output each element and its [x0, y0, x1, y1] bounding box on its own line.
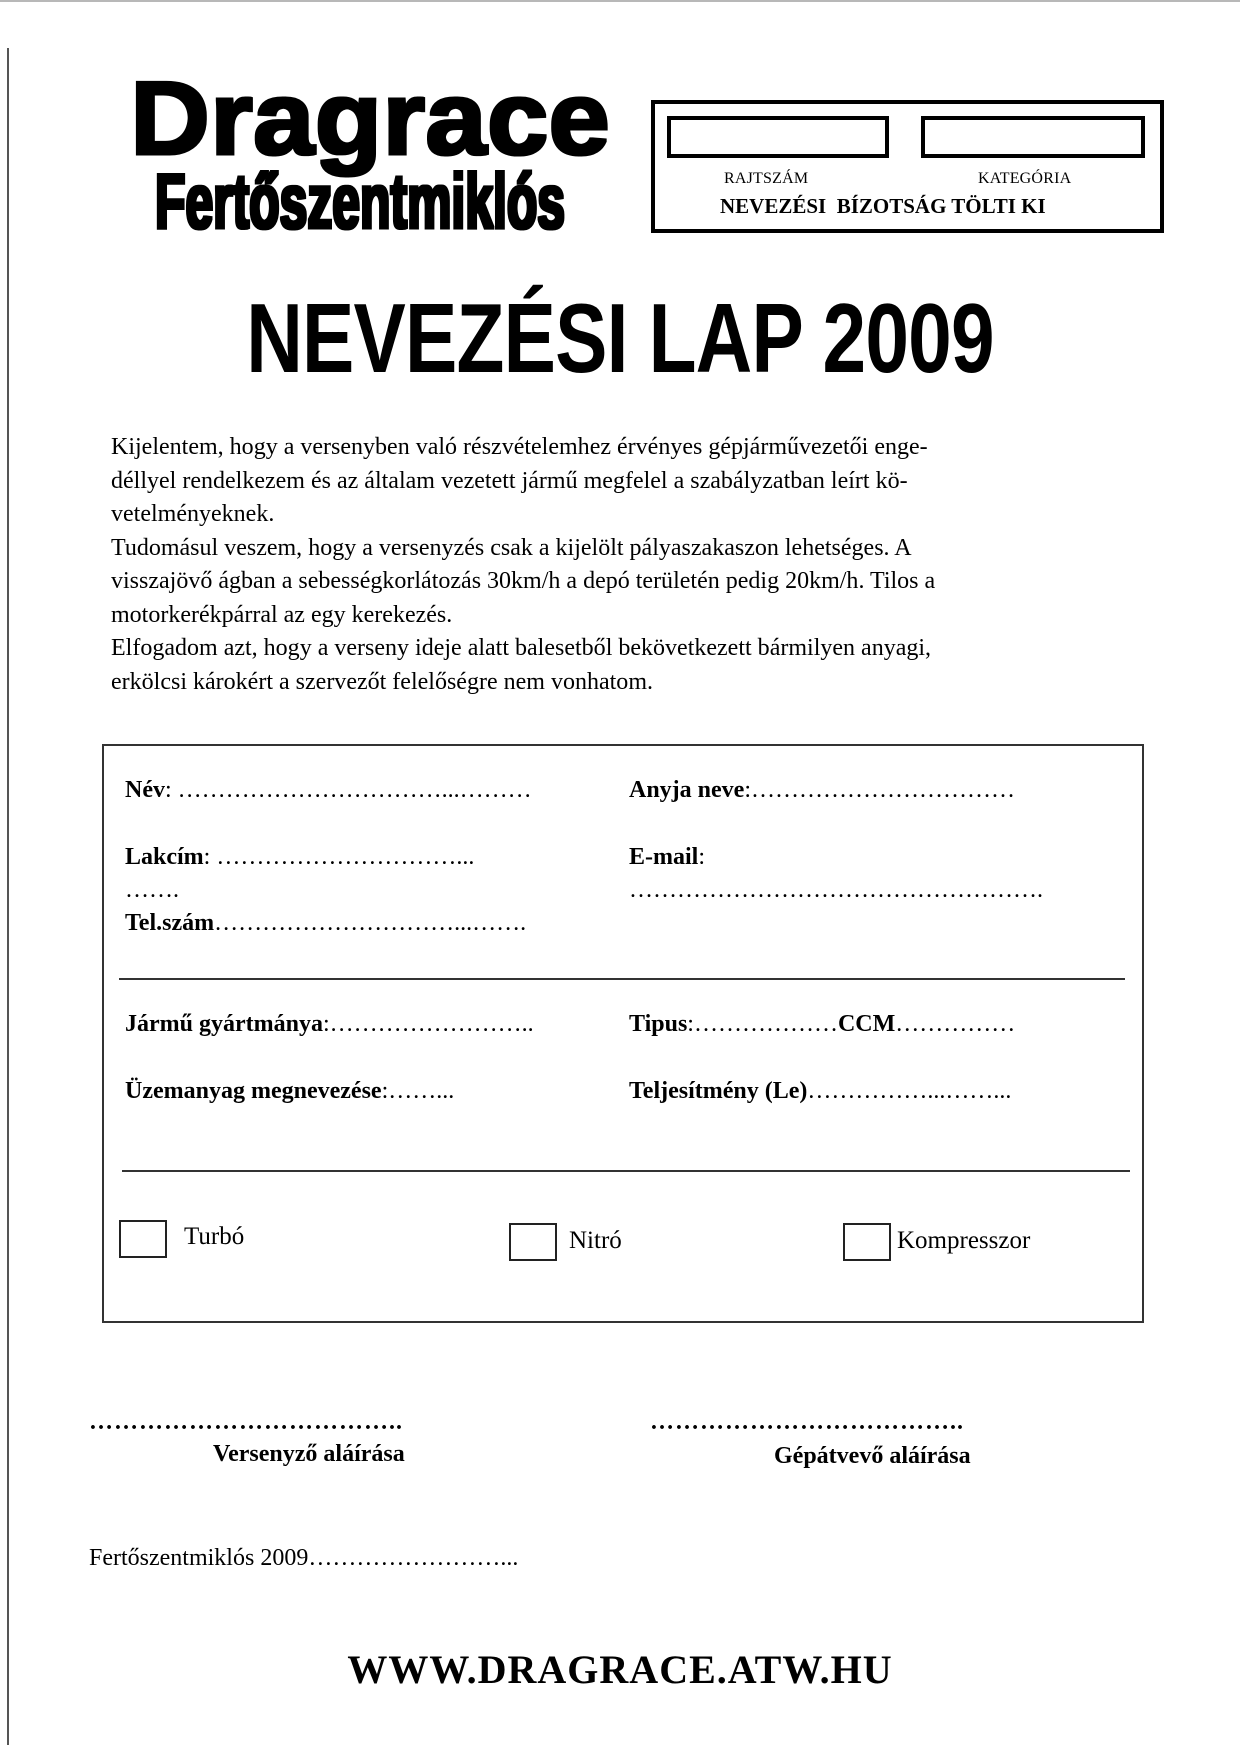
mother-name-field[interactable]	[629, 777, 1015, 804]
address-blank-continued[interactable]: …….	[125, 877, 179, 903]
nitro-label: Nitró	[569, 1227, 622, 1254]
place-date-field[interactable]: Fertőszentmiklós 2009……………………...	[89, 1545, 519, 1571]
email-colon: :	[698, 844, 705, 870]
declaration-line: erkölcsi károkért a szervezőt felelőségre nem vonhatom.	[111, 667, 654, 695]
official-use-note: NEVEZÉSI BÍZOTSÁG TÖLTI KI	[720, 194, 1046, 218]
declaration-line: motorkerékpárral az egy kerekezés.	[111, 600, 453, 628]
name-field[interactable]	[125, 777, 532, 804]
name-label: Név	[125, 777, 165, 803]
page-title: NEVEZÉSI LAP 2009	[246, 283, 994, 393]
email-blank[interactable]: …………………………………………….	[629, 877, 1043, 903]
inspector-signature-line[interactable]: ………………………………..	[650, 1409, 964, 1435]
category-label: KATEGÓRIA	[978, 170, 1072, 187]
ccm-blank: ……………	[895, 1011, 1016, 1037]
power-field[interactable]	[629, 1078, 1011, 1105]
mother-name-label: Anyja neve	[629, 777, 745, 803]
declaration-text	[111, 430, 1101, 698]
vehicle-make-field[interactable]	[125, 1011, 534, 1038]
phone-field[interactable]	[125, 910, 526, 937]
phone-label: Tel.szám	[125, 910, 215, 936]
competitor-signature-line[interactable]: ………………………………..	[89, 1409, 403, 1435]
inspector-signature-label: Gépátvevő aláírása	[774, 1443, 971, 1469]
fuel-label: Üzemanyag megnevezése	[125, 1078, 382, 1104]
dragrace-logo	[120, 72, 620, 242]
vehicle-make-label: Jármű gyártmánya	[125, 1011, 323, 1037]
logo-line1: Dragrace	[130, 72, 610, 177]
website-url: WWW.DRAGRACE.ATW.HU	[347, 1647, 893, 1692]
type-label: Tipus	[629, 1011, 688, 1037]
page-top-border	[0, 0, 1240, 2]
vehicle-make-blank: :……………………..	[322, 1011, 534, 1037]
start-number-field[interactable]	[667, 116, 889, 158]
type-blank: :………………	[687, 1011, 838, 1037]
form-divider	[122, 1170, 1130, 1172]
phone-blank: …………………………...…….	[214, 910, 527, 936]
name-blank: : ……………………………...………	[164, 777, 532, 803]
email-label: E-mail	[629, 844, 699, 870]
declaration-line: Kijelentem, hogy a versenyben való részvételemhez érvényes gépjárművezetői enge-	[111, 433, 928, 460]
ccm-label: CCM	[837, 1011, 896, 1037]
email-field[interactable]	[629, 844, 705, 871]
turbo-checkbox[interactable]	[119, 1220, 167, 1258]
power-label: Teljesítmény (Le)	[629, 1078, 808, 1104]
address-field[interactable]	[125, 844, 474, 871]
declaration-line: Tudomásul veszem, hogy a versenyzés csak a kijelölt pályaszakaszon lehetséges. A	[111, 533, 912, 561]
page-left-border	[7, 48, 9, 1745]
power-blank: ……………...……...	[807, 1078, 1012, 1104]
form-divider	[119, 978, 1125, 980]
start-number-label: RAJTSZÁM	[724, 170, 809, 187]
fuel-blank: :……...	[381, 1078, 455, 1104]
declaration-line: déllyel rendelkezem és az általam vezetett jármű megfelel a szabályzatban leírt kö-	[111, 466, 908, 494]
compressor-label: Kompresszor	[897, 1227, 1031, 1254]
declaration-line: visszajövő ágban a sebességkorlátozás 30km/h a depó területén pedig 20km/h. Tilos a	[111, 567, 936, 594]
entry-form	[102, 744, 1144, 1323]
address-blank: : …………………………...	[203, 844, 475, 870]
compressor-checkbox[interactable]	[843, 1223, 891, 1261]
address-label: Lakcím	[125, 844, 204, 870]
mother-name-blank: :……………………………	[744, 777, 1015, 803]
logo-line2: Fertőszentmiklós	[155, 157, 565, 242]
fuel-field[interactable]	[125, 1078, 454, 1105]
type-field[interactable]	[629, 1011, 1015, 1038]
nitro-checkbox[interactable]	[509, 1223, 557, 1261]
competitor-signature-label: Versenyző aláírása	[213, 1441, 405, 1467]
turbo-label: Turbó	[184, 1223, 245, 1250]
declaration-line: vetelményeknek.	[111, 500, 275, 527]
category-field[interactable]	[921, 116, 1145, 158]
official-use-box	[651, 100, 1164, 233]
declaration-line: Elfogadom azt, hogy a verseny ideje alatt balesetből bekövetkezett bármilyen anyagi,	[111, 634, 932, 661]
